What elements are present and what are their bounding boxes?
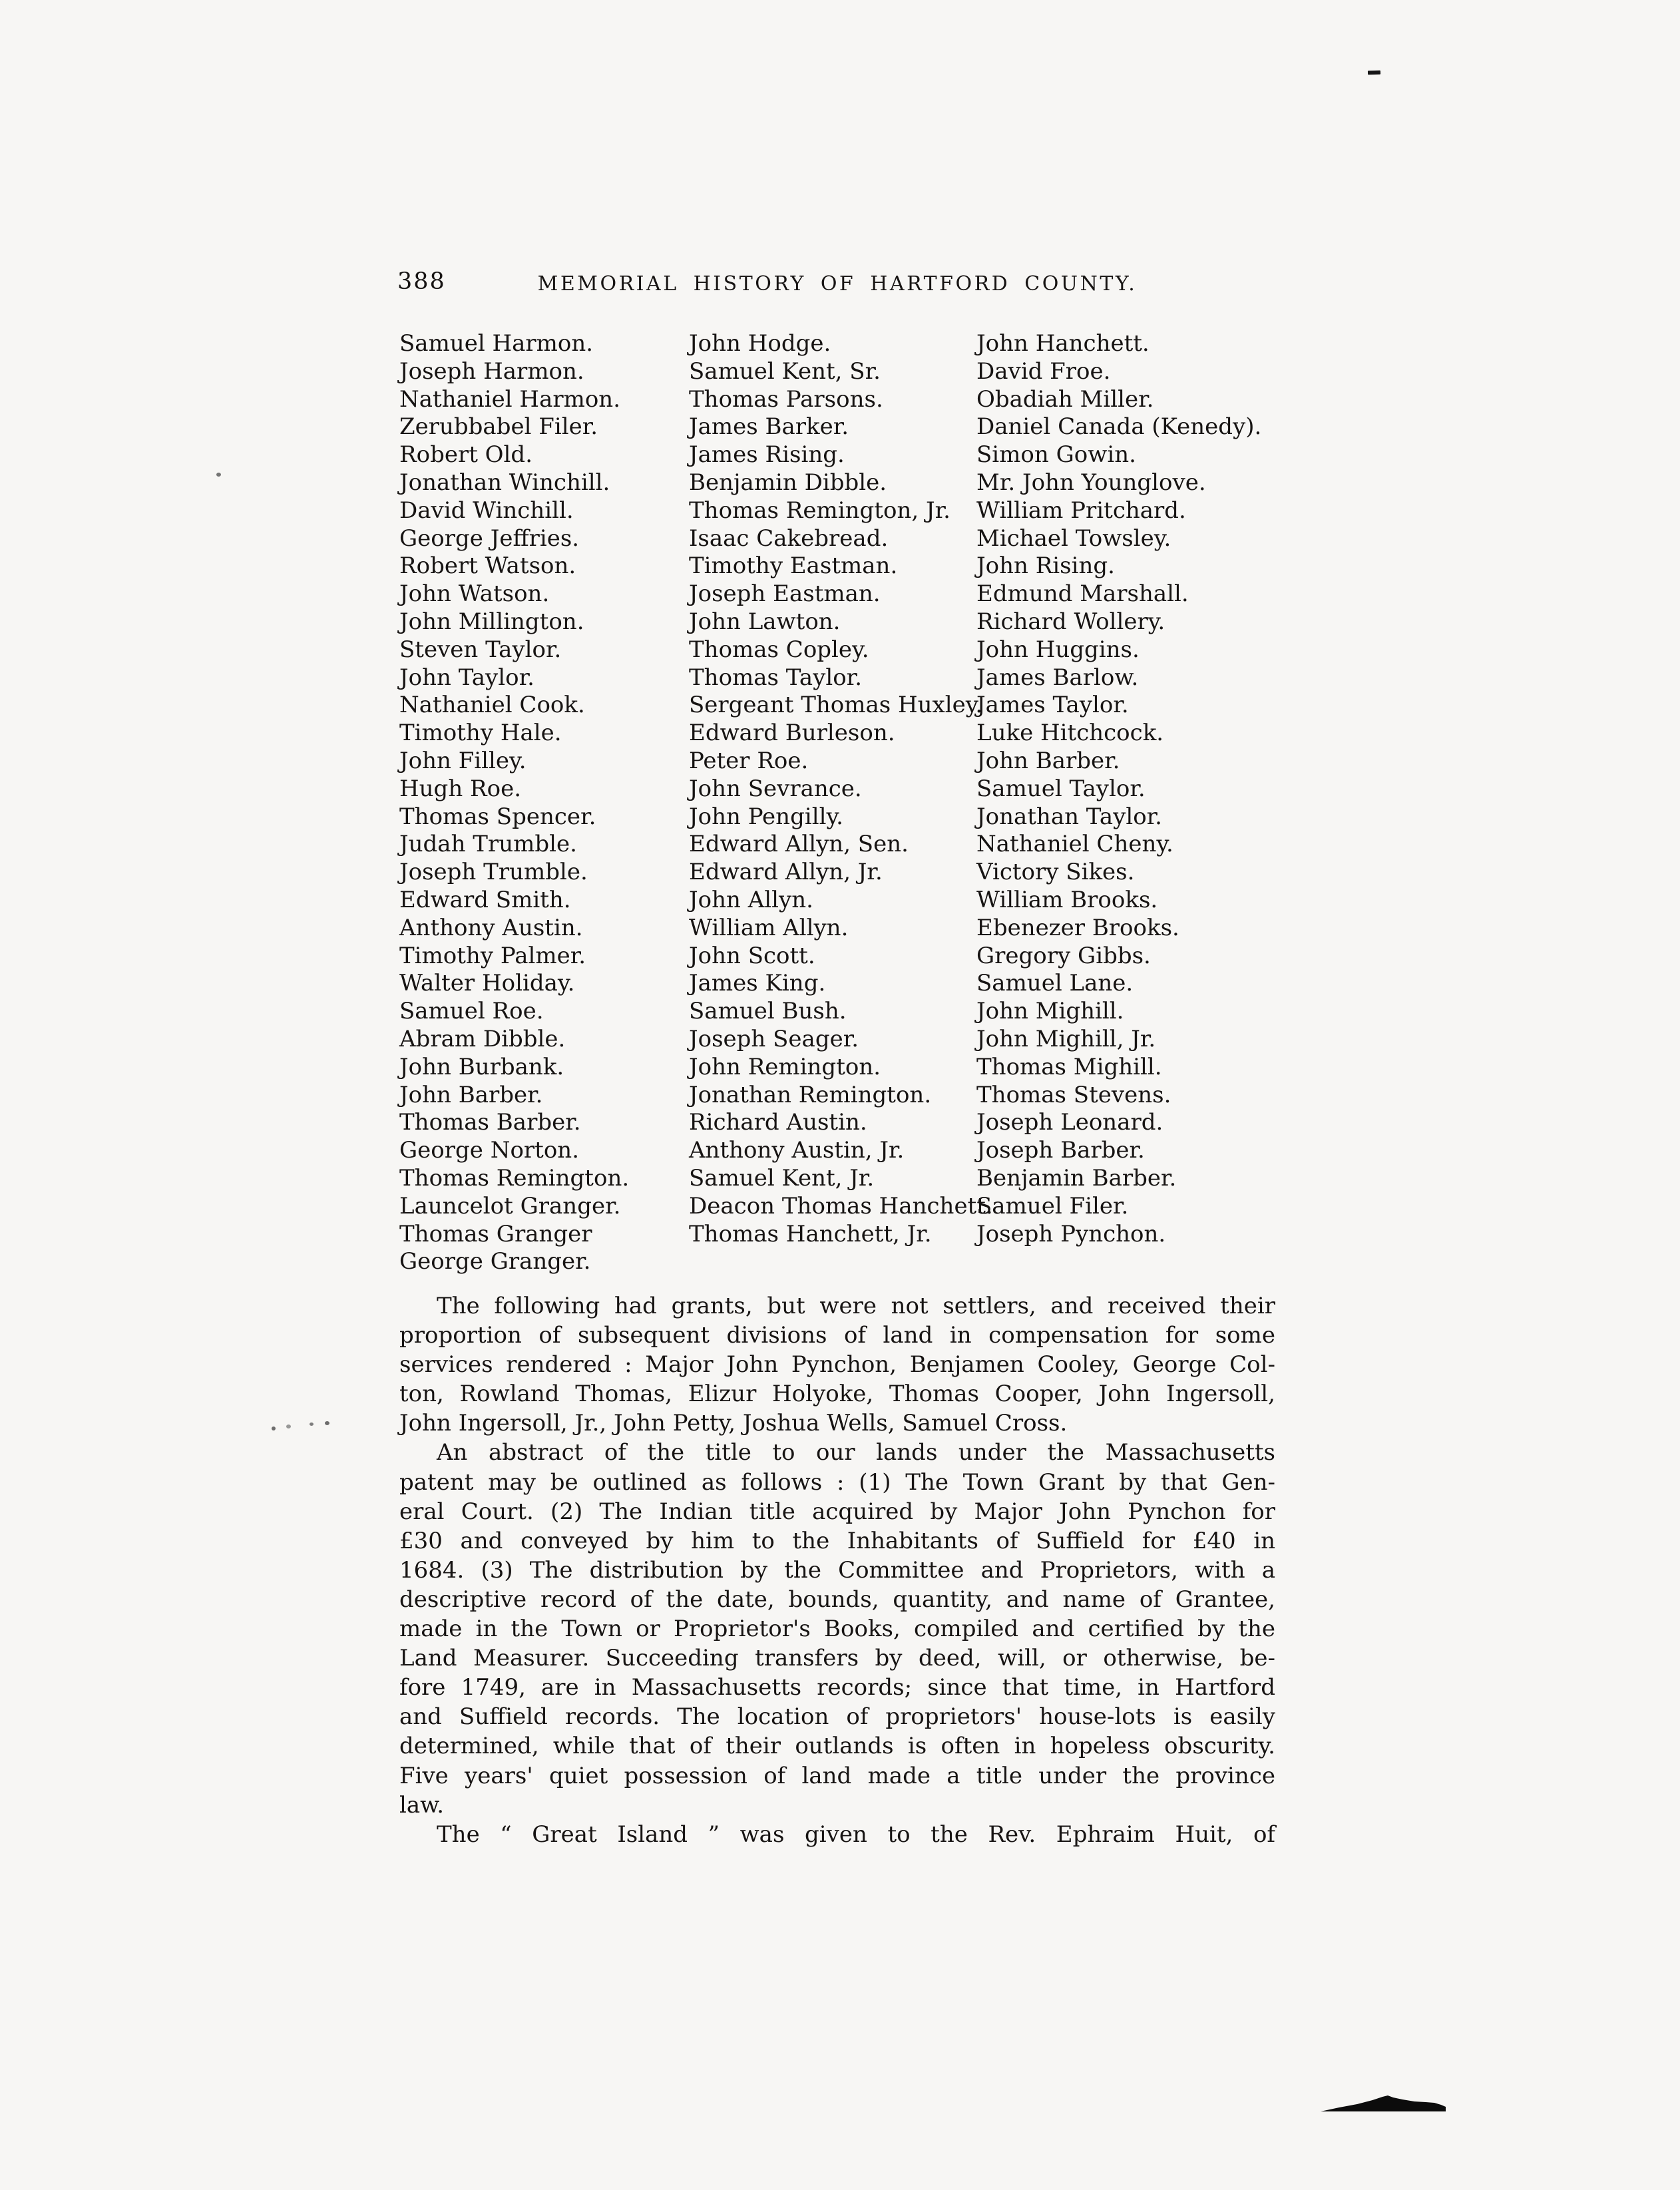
settler-name: Joseph Barber. (976, 1137, 1145, 1164)
settler-name: William Allyn. (689, 914, 849, 941)
settler-name: Edmund Marshall. (976, 580, 1189, 608)
settler-name: Anthony Austin, Jr. (689, 1137, 905, 1164)
settler-name: Mr. John Younglove. (976, 469, 1206, 496)
settler-name: Joseph Eastman. (689, 580, 881, 608)
settler-name: Victory Sikes. (976, 859, 1135, 886)
text-line: £30 and conveyed by him to the Inhabitants of Suffield for £40 in (399, 1527, 1275, 1554)
settler-name: Simon Gowin. (976, 441, 1136, 469)
settler-name: John Barber. (976, 747, 1120, 774)
settler-name: Gregory Gibbs. (976, 942, 1151, 969)
settler-name: Timothy Palmer. (399, 942, 586, 969)
text-line: An abstract of the title to our lands under the Massachusetts (437, 1439, 1275, 1466)
settler-name: Jonathan Remington. (689, 1081, 932, 1108)
settler-name: Walter Holiday. (399, 970, 575, 997)
settler-name: John Mighill, Jr. (976, 1025, 1156, 1052)
text-line: fore 1749, are in Massachusetts records; since that time, in Hartford (399, 1674, 1275, 1701)
settler-name: George Granger. (399, 1248, 591, 1275)
body-text (399, 1291, 1275, 1849)
settler-name: John Allyn. (689, 886, 813, 913)
settler-name: Benjamin Barber. (976, 1164, 1177, 1192)
settler-name: Robert Watson. (399, 552, 576, 580)
settler-name: David Winchill. (399, 497, 574, 524)
settler-name: Thomas Stevens. (976, 1081, 1171, 1108)
settler-name: Daniel Canada (Kenedy). (976, 413, 1262, 441)
settler-name: James King. (689, 970, 826, 997)
settlers-column-2 (689, 330, 993, 1248)
settler-name: John Hanchett. (976, 330, 1150, 357)
settler-name: Thomas Granger (399, 1220, 592, 1247)
settler-name: William Brooks. (976, 886, 1158, 913)
settler-name: Michael Towsley. (976, 525, 1171, 552)
settler-name: Nathaniel Cook. (399, 692, 585, 719)
settlers-column-1 (399, 330, 629, 1276)
settler-name: Zerubbabel Filer. (399, 413, 598, 441)
settler-name: Isaac Cakebread. (689, 525, 889, 552)
settler-name: Abram Dibble. (399, 1025, 566, 1052)
settler-name: Samuel Taylor. (976, 775, 1146, 802)
settler-name: John Burbank. (399, 1053, 564, 1080)
text-line: descriptive record of the date, bounds, quantity, and name of Grantee, (399, 1586, 1275, 1613)
settler-name: John Watson. (399, 580, 550, 608)
ink-dash-mark (1368, 71, 1380, 75)
scan-speck (325, 1421, 329, 1425)
settler-name: Jonathan Winchill. (399, 469, 610, 496)
settler-name: Ebenezer Brooks. (976, 914, 1179, 941)
settler-name: Richard Austin. (689, 1109, 867, 1136)
settler-name: Nathaniel Cheny. (976, 831, 1173, 858)
settler-name: Thomas Copley. (689, 636, 869, 663)
settler-name: Joseph Leonard. (976, 1109, 1163, 1136)
settler-name: Thomas Remington. (399, 1164, 630, 1192)
settler-name: Robert Old. (399, 441, 532, 469)
settler-name: Thomas Remington, Jr. (689, 497, 950, 524)
text-line: determined, while that of their outlands is often in hopeless obscurity. (399, 1733, 1275, 1760)
text-line: John Ingersoll, Jr., John Petty, Joshua Wells, Samuel Cross. (399, 1410, 1068, 1437)
text-line: eral Court. (2) The Indian title acquired by Major John Pynchon for (399, 1498, 1275, 1525)
settler-name: Joseph Seager. (689, 1025, 859, 1052)
settler-name: James Rising. (689, 441, 845, 469)
settler-name: Edward Smith. (399, 886, 571, 913)
settler-name: George Norton. (399, 1137, 580, 1164)
settler-name: Hugh Roe. (399, 775, 522, 802)
settler-name: Joseph Trumble. (399, 859, 588, 886)
settler-name: Deacon Thomas Hanchett. (689, 1192, 993, 1219)
settler-name: Samuel Lane. (976, 970, 1134, 997)
settler-name: Edward Burleson. (689, 720, 895, 747)
settler-name: Anthony Austin. (399, 914, 583, 941)
settler-name: Joseph Harmon. (399, 357, 584, 385)
text-line: and Suffield records. The location of proprietors' house-lots is easily (399, 1703, 1275, 1731)
settler-name: John Taylor. (399, 664, 534, 691)
paragraph-great-island (399, 1820, 1275, 1849)
settler-name: George Jeffries. (399, 525, 580, 552)
settler-name: John Barber. (399, 1081, 543, 1108)
settler-name: Thomas Mighill. (976, 1053, 1162, 1080)
settler-name: Samuel Kent, Jr. (689, 1164, 875, 1192)
settler-name: John Lawton. (689, 608, 841, 635)
text-line: proportion of subsequent divisions of land in compensation for some (399, 1322, 1275, 1349)
scan-speck (310, 1423, 314, 1426)
settler-name: Samuel Roe. (399, 998, 544, 1025)
settler-name: Samuel Harmon. (399, 330, 594, 357)
settler-name: Edward Allyn, Jr. (689, 859, 883, 886)
settler-name: John Sevrance. (689, 775, 862, 802)
settler-name: John Remington. (689, 1053, 881, 1080)
settler-name: Richard Wollery. (976, 608, 1165, 635)
settler-name: Benjamin Dibble. (689, 469, 887, 496)
paragraph-title-abstract (399, 1438, 1275, 1819)
settler-name: Steven Taylor. (399, 636, 562, 663)
scan-speck (272, 1426, 276, 1430)
settler-name: Edward Allyn, Sen. (689, 831, 909, 858)
settler-name: James Taylor. (976, 692, 1129, 719)
settler-name: Joseph Pynchon. (976, 1220, 1166, 1247)
running-header-title: MEMORIAL HISTORY OF HARTFORD COUNTY. (537, 272, 1138, 296)
settler-name: James Barlow. (976, 664, 1139, 691)
settler-name: Thomas Taylor. (689, 664, 862, 691)
settler-name: Timothy Eastman. (689, 552, 898, 580)
settler-name: Judah Trumble. (399, 831, 577, 858)
settler-name: Luke Hitchcock. (976, 720, 1164, 747)
settler-name: Samuel Kent, Sr. (689, 357, 881, 385)
text-line: ton, Rowland Thomas, Elizur Holyoke, Thomas Cooper, John Ingersoll, (399, 1381, 1275, 1408)
settler-name: John Hodge. (689, 330, 831, 357)
settler-name: Thomas Barber. (399, 1109, 581, 1136)
settlers-column-3 (976, 330, 1261, 1248)
settler-name: William Pritchard. (976, 497, 1186, 524)
settler-name: Thomas Spencer. (399, 803, 596, 830)
settler-name: Thomas Parsons. (689, 385, 883, 413)
page-number: 388 (397, 268, 446, 295)
settler-name: John Rising. (976, 552, 1115, 580)
settler-name: Launcelot Granger. (399, 1192, 621, 1219)
settler-name: John Mighill. (976, 998, 1124, 1025)
settler-name: Sergeant Thomas Huxley. (689, 692, 983, 719)
settler-name: David Froe. (976, 357, 1111, 385)
settler-name: Thomas Hanchett, Jr. (689, 1220, 932, 1247)
ink-smudge-mark (1321, 2094, 1446, 2113)
paragraph-grants (399, 1291, 1275, 1438)
text-line: made in the Town or Proprietor's Books, compiled and certified by the (399, 1616, 1275, 1643)
text-line: services rendered : Major John Pynchon, Benjamen Cooley, George Col- (399, 1351, 1275, 1379)
settler-name: Peter Roe. (689, 747, 809, 774)
settler-name: Jonathan Taylor. (976, 803, 1162, 830)
text-line: The following had grants, but were not settlers, and received their (437, 1293, 1275, 1319)
settler-name: John Scott. (689, 942, 815, 969)
settler-name: Timothy Hale. (399, 720, 562, 747)
scan-speck (286, 1424, 291, 1428)
text-line: Five years' quiet possession of land made a title under the province (399, 1762, 1275, 1789)
settler-name: John Millington. (399, 608, 584, 635)
settler-name: John Filley. (399, 747, 526, 774)
text-line: patent may be outlined as follows : (1) The Town Grant by that Gen- (399, 1468, 1275, 1496)
settler-name: John Huggins. (976, 636, 1140, 663)
settler-name: Obadiah Miller. (976, 385, 1154, 413)
text-line: Land Measurer. Succeeding transfers by deed, will, or otherwise, be- (399, 1645, 1275, 1672)
settler-name: Nathaniel Harmon. (399, 385, 621, 413)
settler-name: John Pengilly. (689, 803, 843, 830)
text-line: 1684. (3) The distribution by the Committee and Proprietors, with a (399, 1556, 1275, 1584)
text-line: The “ Great Island ” was given to the Rev. Ephraim Huit, of (437, 1821, 1275, 1848)
settler-name: Samuel Filer. (976, 1192, 1129, 1219)
scan-speck (216, 473, 221, 477)
settler-name: James Barker. (689, 413, 849, 441)
text-line: law. (399, 1791, 445, 1819)
settler-name: Samuel Bush. (689, 998, 847, 1025)
